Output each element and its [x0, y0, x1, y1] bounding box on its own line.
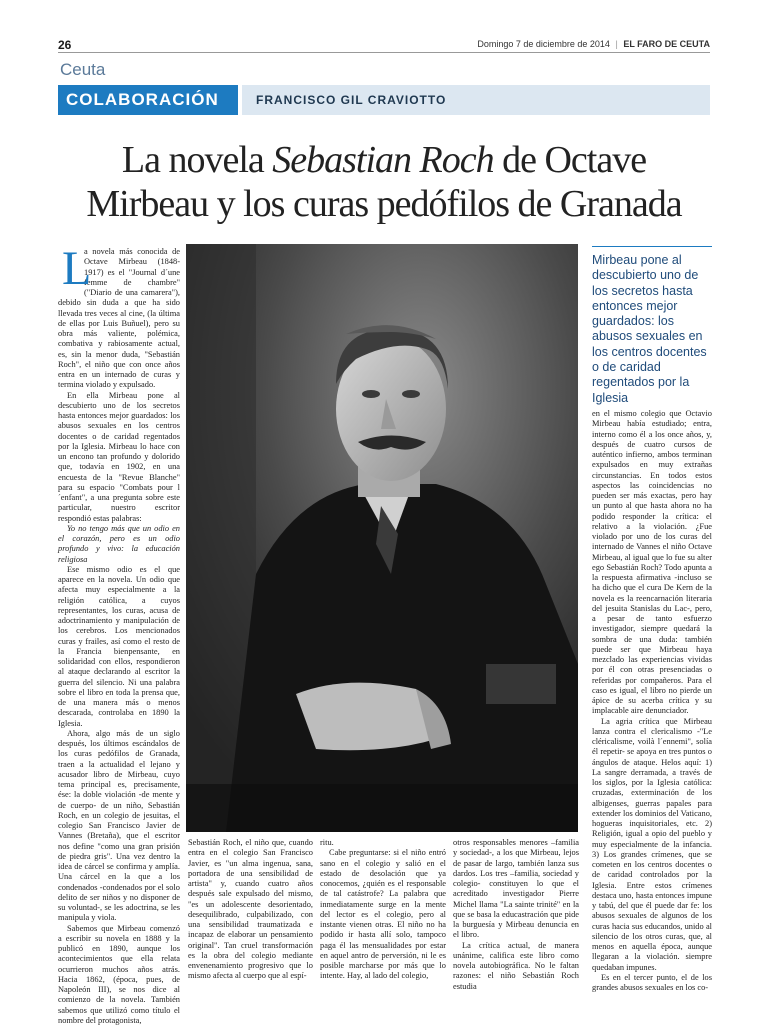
category-band: COLABORACIÓN: [58, 85, 238, 115]
paragraph: Sebastián Roch, el niño que, cuando entra en el colegio San Francisco Javier, es "un alma ingenua, sana, portadora de una sensibilidad de artista" y, cuando cuatro años después sale expulsado del mismo, "es un adolescente desorientado, desequilibrado, culpabilizado, con una sensibilidad traumatizada e incapaz de elaborar un pensamiento original". Tan cruel transformación es la obra del colegio mediante envenenamiento progresivo que lo mismo afecta al cuerpo que al espí-: [188, 838, 313, 982]
header-rule: [58, 52, 710, 53]
paragraph: ritu.: [320, 838, 446, 848]
article-column-2: [188, 838, 313, 982]
article-column-1: [58, 247, 180, 1026]
paragraph: La agria crítica que Mirbeau lanza contra el clericalismo -"Le cléricalisme, voilà l´ennemi", solía él repetir- se apoya en tres puntos o ángulos de ataque. Helos aquí: 1) La sangre derramada, a través de los siglos, por la Iglesia católica: cruzadas, exterminación de los albigenses, guerras papales para extender los dominios del Vaticano, hogueras inquisitoriales, etc. 2) Religión, igual a opio del pueblo y muy especialmente de la infancia. 3) Los grandes crímenes, que se cometen en los centros docentes o de caridad controlados por la Iglesia. Entre estos crímenes destaca uno, hasta entonces impune y tabú, del que él puede dar fe: los abusos sexuales de algunos de los curas hacia sus educandos, unido al silencio de los otros curas, que, al menos en aquella época, aunque llegaran a la violación. siempre quedaban impunes.: [592, 717, 712, 973]
section-name: Ceuta: [60, 60, 105, 80]
article-column-4: [453, 838, 579, 992]
dateline: [477, 39, 710, 49]
paragraph: Ese mismo odio es el que aparece en la novela. Un odio que afecta muy especialmente a la religión católica, a cuyos representantes, los curas, acusa de adoctrinamiento y manipulación de los cerebros. Los mencionados curas y frailes, así como el resto de la Francia bienpensante, en solidaridad con ellos, respondieron al ataque declarando al escritor la guerra del silencio. Ni una palabra sobre el libro en toda la prensa que, de una manera más o menos descarada, controlaba en 1890 la Iglesia.: [58, 565, 180, 729]
author-band: FRANCISCO GIL CRAVIOTTO: [242, 85, 710, 115]
paragraph: Es en el tercer punto, el de los grandes abusos sexuales en los co-: [592, 973, 712, 994]
drop-cap-letter: L: [62, 245, 91, 293]
paragraph: Ahora, algo más de un siglo después, los últimos escándalos de los curas pedófilos de Granada, traen a la actualidad el lejano y acusador libro de Mirbeau, cuyo tema principal es, precisamente, ése: la doble violación -de mente y de cuerpo- de un niño, Sebastián Roch, en un colegio de jesuitas, el colegio San Francisco Javier de Vannes (Bretaña), que el escritor nos define "como una gran prisión de piedra gris". Una vez dentro la idea de cárcel se confirma y amplía. Una cárcel en la que a los condenados -condenados por el solo delito de ser niños y no disponer de su voluntad-, se les adoctrina, se les manipula y viola.: [58, 729, 180, 924]
paragraph: en el mismo colegio que Octavio Mirbeau había estudiado; entra, interno como él a los once años, y, después de cuatro cursos de auténtico infierno, ambos terminan expulsados en muy extrañas circunstancias. En todos estos aspectos las coincidencias no pueden ser más exactas, pero hay un punto al que hasta ahora no ha podido responder la crítica: el relativo a la violación. ¿Fue violado por uno de los curas del internado de Vannes el niño Octave Mirbeau, al igual que lo fue su alter ego Sebastián Roch? Todo apunta a la respuesta afirmativa -incluso se ha dicho que el cura De Kern de la novela es la reencarnación literaria del jesuita Stanislas du Lac-, pero, a pesar de tanto esfuerzo investigador, siempre quedará la sombra de una duda: también puede ser que Mirbeau haya mezclado las experiencias vividas por él con otras presenciadas o referidas por compañeros. Para el caso es igual, el libro no pierde un ápice de su acerba crítica y su implacable aire denunciador.: [592, 409, 712, 717]
portrait-photo-icon: [186, 244, 578, 832]
page-number: 26: [58, 38, 71, 52]
pull-quote: Mirbeau pone al descubierto uno de los secretos hasta entonces mejor guardados: los abusos sexuales en los centros docentes o de caridad regentados por la Iglesia: [592, 246, 712, 406]
article-column-3: [320, 838, 446, 982]
article-column-5: [592, 409, 712, 993]
headline-part1: La novela: [122, 139, 272, 181]
headline: [58, 138, 710, 226]
dateline-separator: |: [615, 39, 617, 49]
drop-cap: [58, 249, 80, 289]
paragraph: Cabe preguntarse: si el niño entró sano en el colegio y salió en el estado de desolación que ya conocemos, ¿quién es el responsable de tal catástrofe? La palabra que inmediatamente surge en la mente del lector es el colegio, pero al instante vienen otras. El niño no ha podido ir hasta allí solo, tampoco paga él las mensualidades por estar en aquel antro de perversión, ni le es posible marcharse por más que lo intente. Hay, al lado del colegio,: [320, 848, 446, 981]
headline-italic: Sebastian Roch: [272, 139, 493, 181]
paragraph: Sabemos que Mirbeau comenzó a escribir su novela en 1888 y la publicó en 1890, aunque los acontecimientos que ella relata ocurrieron muchos años atrás. Hacia 1862, (época, pues, de Napoleón III), se nos dice al comienzo de la novela. También sabemos que utilizó como título el nombre del protagonista,: [58, 924, 180, 1026]
quote-paragraph: Yo no tengo más que un odio en el corazón, pero es un odio profundo y vivo: la educación religiosa: [58, 524, 180, 565]
portrait-photo: [186, 244, 578, 832]
headline-part2: de Octave: [494, 139, 646, 181]
paragraph: La crítica actual, de manera unánime, califica este libro como novela autobiográfica. No le faltan razones: el niño Sebastián Roch estudia: [453, 941, 579, 992]
issue-date: Domingo 7 de diciembre de 2014: [477, 39, 610, 49]
paragraph: otros responsables menores –familia y sociedad-, a los que Mirbeau, lejos de pasar de largo, también lanza sus dardos. Los tres –familia, sociedad y colegio- constituyen lo que el acreditado investigador Pierre Michel llama "La sainte trinité" en la que se basa la educastración que pide la burguesía y Mirbeau denuncia en el libro.: [453, 838, 579, 941]
newspaper-name: EL FARO DE CEUTA: [623, 39, 710, 49]
paragraph: a novela más conocida de Octave Mirbeau (1848-1917) es el "Journal d´une femme de chambre" ("Diario de una camarera"), debido sin duda a que ha sido llevada tres veces al cine, (la última de ellas por Luis Buñuel), pero su obra más valiente, polémica, combativa y rabiosamente actual, es, sin la menor duda, "Sebastián Roch", el niño que con once años entra en un internado de curas y termina violado y expulsado.: [58, 247, 180, 391]
headline-line2: Mirbeau y los curas pedófilos de Granada: [86, 183, 681, 225]
paragraph: En ella Mirbeau pone al descubierto uno de los secretos hasta entonces mejor guardados: los abusos sexuales en los centros docentes o de caridad regentados por la Iglesia. Mirbeau lo hace con un encono tan profundo y dolorido que, todavía en 1902, en una encuesta de la "Revue Blanche" para su espacio "Combats pour l´enfant", a una pregunta sobre este particular, nuestro escritor respondió estas palabras:: [58, 391, 180, 524]
